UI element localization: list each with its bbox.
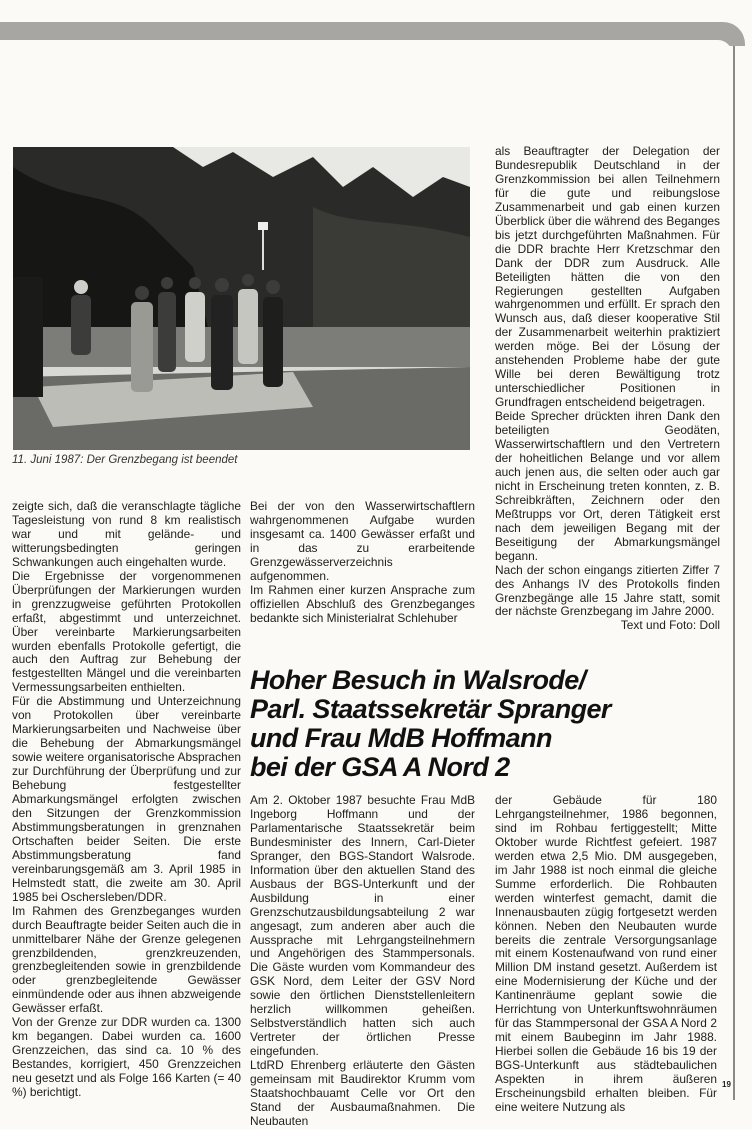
paragraph: Im Rahmen einer kurzen Ansprache zum offiziellen Abschluß des Grenzbeganges bedankte sich Ministerialrat Schlehuber xyxy=(250,582,475,625)
paragraph: Beide Sprecher drückten ihren Dank den beteiligten Geodäten, Wasserwirtschaftlern und den Vertretern der hoheitlichen Belange und vor allem auch jenen aus, die selten oder auch gar nicht in Erscheinung treten konnten, z. B. Schreibkräften, Zeichnern oder den Meßtrupps vor Ort, deren Tätigkeit erst nach dem jeweiligen Begang mit der Beseitigung der Abmarkungsmängel begann. xyxy=(495,409,720,563)
page-number: 19 xyxy=(722,1080,731,1089)
group-photo xyxy=(13,147,470,450)
paragraph: Die Ergebnisse der vorgenommenen Überprüfungen der Markierungen wurden in grenzzugweise geführten Protokollen erfaßt, abgestimmt und unterzeichnet. Über vereinbarte Markierungsarbeiten wurden ebenfalls Protokolle gefertigt, die auch den Auftrag zur Behebung der festgestellten Mängel und die vereinbarten Vermessungsarbeiten enthielten. xyxy=(12,568,241,695)
page-frame xyxy=(0,40,732,60)
photo-caption: 11. Juni 1987: Der Grenzbegang ist beendet xyxy=(12,454,238,466)
article-headline xyxy=(250,666,720,782)
article-column-1 xyxy=(250,794,475,1129)
upper-right-column xyxy=(495,145,720,633)
photo-credit: Text und Foto: Doll xyxy=(620,618,720,633)
page-border-line xyxy=(733,46,735,1100)
headline-line: Hoher Besuch in Walsrode/ xyxy=(250,665,586,695)
paragraph: als Beauftragter der Delegation der Bundesrepublik Deutschland in der Grenzkommission bei allen Teilnehmern für die gute und reibungslose Zusammenarbeit und gab einen kurzen Überblick über die während des Beganges bis jetzt durchgeführten Maßnahmen. Für die DDR brachte Herr Kretzschmar den Dank der DDR zum Ausdruck. Alle Beteiligten hätten die von den Regierungen gestellten Aufgaben wahrgenommen und erfüllt. Er sprach den Wunsch aus, daß dieser kooperative Stil der Zusammenarbeit weiterhin praktiziert werden möge. Bei der Lösung der anstehenden Probleme habe der gute Wille bei deren Bewältigung trotz unterschiedlicher Positionen in Grundfragen entscheidend beigetragen. xyxy=(495,144,720,410)
paragraph: LtdRD Ehrenberg erläuterte den Gästen gemeinsam mit Baudirektor Krumm vom Staatshochbauamt Celle vor Ort den Stand der Ausbaumaßnahmen. Die Neubauten xyxy=(250,1058,475,1128)
paragraph: Bei der von den Wasserwirtschaftlern wahrgenommenen Aufgabe wurden insgesamt ca. 1400 Gewässer erfaßt und in das zu erarbeitende Grenzgewässerverzeichnis aufgenommen. xyxy=(250,499,475,583)
paragraph: Im Rahmen des Grenzbeganges wurden durch Beauftragte beider Seiten auch die in unmittelbarer Nähe der Grenze gelegenen grenzbildenden, grenzkreuzenden, grenzbegleitenden sowie in grenzbildende oder grenzbegleitende Gewässer einmündende oder aus ihnen abzweigende Gewässer erfaßt. xyxy=(12,903,241,1016)
headline-line: und Frau MdB Hoffmann xyxy=(250,723,552,753)
headline-line: Parl. Staatssekretär Spranger xyxy=(250,694,611,724)
paragraph: Am 2. Oktober 1987 besuchte Frau MdB Ingeborg Hoffmann und der Parlamentarische Staatssekretär beim Bundesminister des Innern, Carl-Dieter Spranger, den BGS-Standort Walsrode. Information über den aktuellen Stand des Ausbaus der BGS-Unterkunft und der Ausbildung in einer Grenzschutzausbildungsabteilung 2 war angesagt, zum anderen aber auch die Aussprache mit Lehrgangsteilnehmern und Angehörigen des Stammpersonals. Die Gäste wurden vom Kommandeur des GSK Nord, dem Leiter der GSV Nord sowie den örtlichen Dienststellenleitern herzlich willkommen geheißen. Selbstverständlich hatten sich auch Vertreter der örtlichen Presse eingefunden. xyxy=(250,793,475,1059)
headline-line: bei der GSA A Nord 2 xyxy=(250,752,510,782)
paragraph: zeigte sich, daß die veranschlagte tägliche Tagesleistung von rund 8 km realistisch war und mit gelände- und witterungsbedingten geringen Schwankungen auch eingehalten wurde. xyxy=(12,499,241,569)
paragraph: Für die Abstimmung und Unterzeichnung von Protokollen über vereinbarte Markierungsarbeiten und Nachweise über die Behebung der Abmarkungsmängel sowie weitere organisatorische Absprachen zur Durchführung der Überprüfung und zur Behebung festgestellter Abmarkungsmängel erfolgten zwischen den Sitzungen der Grenzkommission Abstimmungsberatungen in grenznahen Ortschaften beider Seiten. Die erste Abstimmungsberatung fand vereinbarungsgemäß am 3. April 1985 in Helmstedt statt, die zweite am 30. April 1985 bei Oschersleben/DDR. xyxy=(12,694,241,904)
left-column xyxy=(12,500,241,1100)
paragraph: Von der Grenze zur DDR wurden ca. 1300 km begangen. Dabei wurden ca. 1600 Grenzzeichen, das sind ca. 10 % des Bestandes, korrigiert, 450 Grenzzeichen neu gesetzt und als Folge 166 Karten (= 40 %) berichtigt. xyxy=(12,1015,241,1100)
article-column-2 xyxy=(495,794,717,1115)
paragraph: der Gebäude für 180 Lehrgangsteilnehmer, 1986 begonnen, sind im Rohbau fertiggestellt; Mitte Oktober wurde Richtfest gefeiert. 1987 werden etwa 2,5 Mio. DM ausgegeben, im Jahr 1988 ist noch einmal die gleiche Summe erforderlich. Die Rohbauten werden winterfest gemacht, damit die Innenausbauten zügig fortgesetzt werden können. Neben den Neubauten wurde bereits die zentrale Versorgungsanlage mit einem Kostenaufwand von rund einer Million DM instand gesetzt. Außerdem ist eine Modernisierung der Küche und der Kantinenräume geplant sowie die Herrichtung von Unterkunftswohnräumen für das Stammpersonal der GSA A Nord 2 mit einem Baubeginn im Jahr 1988. Hierbei sollen die Gebäude 16 bis 19 der BGS-Unterkunft aus städtebaulichen Aspekten in ihrem äußeren Erscheinungsbild erhalten bleiben. Für eine weitere Nutzung als xyxy=(495,793,717,1114)
middle-upper-column xyxy=(250,500,475,626)
paragraph: Nach der schon eingangs zitierten Ziffer 7 des Anhangs IV des Protokolls finden Grenzbegänge alle 15 Jahre statt, somit der nächste Grenzbegang im Jahre 2000. xyxy=(495,562,720,619)
